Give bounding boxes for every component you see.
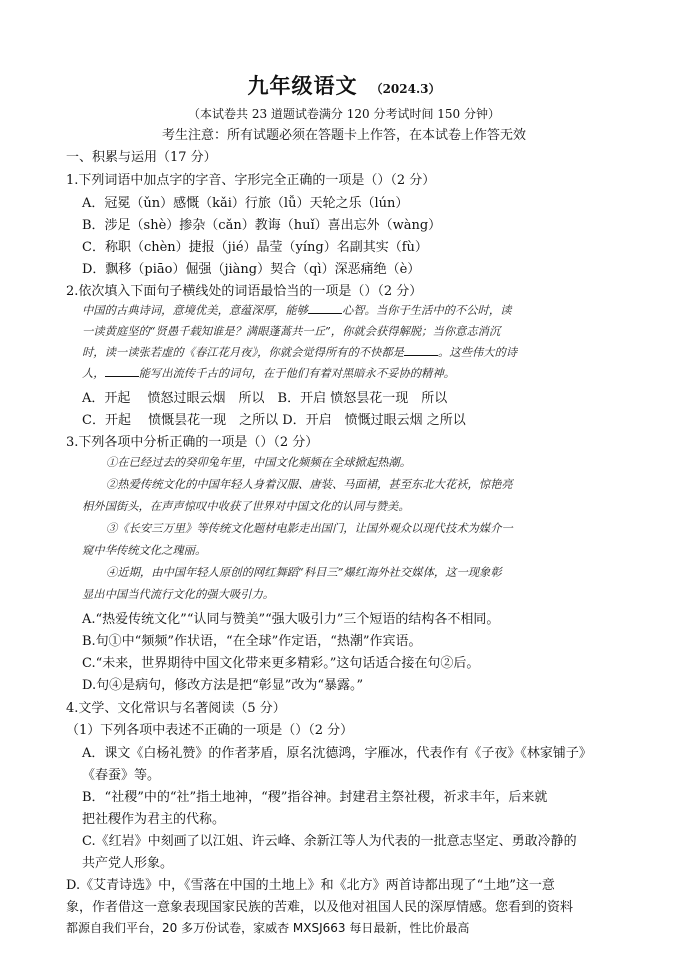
question-4-option-d: D.《艾青诗选》中，《雪落在中国的土地上》和《北方》两首诗都出现了“土地”这一意 — [66, 878, 555, 893]
question-3-sentence-2: ②热爱传统文化的中国年轻人身着汉服、唐装、马面裙，甚至东北大花袄，惊艳亮 — [106, 478, 513, 491]
question-3-stem: 3.下列各项中分析正确的一项是（）（2 分） — [66, 435, 319, 450]
question-4-option-b: B．“社稷”中的“社”指土地神，“稷”指谷神。封建君主祭社稷，祈求丰年，后来就 — [82, 790, 548, 805]
question-3-sentence-3: ③《长安三万里》等传统文化题材电影走出国门，让国外观众以现代技术为媒介一 — [106, 522, 513, 535]
fill-blank — [105, 365, 139, 377]
question-2-passage-line-4 — [82, 365, 455, 381]
page-title: 九年级语文 — [247, 74, 358, 98]
question-4-option-b-cont: 把社稷作为君主的代称。 — [82, 812, 226, 827]
question-4-stem: 4.文学、文化常识与名著阅读（5 分） — [66, 701, 286, 716]
question-3-sentence-4-cont: 显出中国当代流行文化的强大吸引力。 — [82, 588, 275, 601]
question-3-option-a: A.“热爱传统文化”“认同与赞美”“强大吸引力”三个短语的结构各不相同。 — [82, 612, 500, 627]
question-2-options-cd: C．开起 愤慨昙花一现 之所以 D．开启 愤慨过眼云烟 之所以 — [82, 413, 466, 428]
exam-subtitle: （本试卷共 23 道题试卷满分 120 分考试时间 150 分钟） — [188, 107, 500, 121]
passage-text: 时，读一读张若虚的《春江花月夜》，你就会觉得所有的不快都是 — [82, 346, 404, 359]
passage-text: 能写出流传千古的词句，在于他们有着对黑暗永不妥协的精神。 — [138, 367, 455, 380]
question-1-option-b: B．涉足（shè）掺杂（cǎn）教诲（huǐ）喜出忘外（wàng） — [82, 218, 442, 233]
question-2-passage-line-2: 一读黄庭坚的“贤愚千载知谁是？满眼蓬蒿共一丘”，你就会获得解脱；当你意志消沉 — [82, 325, 501, 338]
question-3-sentence-1: ①在已经过去的癸卯兔年里，中国文化频频在全球掀起热潮。 — [106, 456, 412, 469]
exam-date: （2024.3） — [370, 82, 441, 96]
question-2-options-ab: A．开起 愤怒过眼云烟 所以 B．开启 愤怒昙花一现 所以 — [82, 391, 448, 406]
section-heading: 一、积累与运用（17 分） — [66, 150, 217, 165]
title-row — [0, 70, 688, 100]
option-d-text: 象，作者借这一意象表现国家民族的苦难，以及他对祖国人民的深厚情感。 — [66, 900, 496, 915]
exam-notice: 考生注意：所有试题必须在答题卡上作答，在本试卷上作答无效 — [161, 128, 526, 143]
question-2-passage-line-3 — [82, 344, 517, 360]
fill-blank — [404, 344, 438, 356]
question-4-sub-1: （1）下列各项中表述不正确的一项是（）（2 分） — [66, 723, 354, 738]
passage-text: 心智。当你于生活中的不公时，读 — [341, 304, 512, 317]
question-4-option-c: C.《红岩》中刻画了以江姐、许云峰、余新江等人为代表的一批意志坚定、勇敢冷静的 — [82, 834, 577, 849]
question-1-option-a: A．冠冕（ǔn）感慨（kǎi）行旅（lǚ）天轮之乐（lún） — [82, 196, 409, 211]
fill-blank — [308, 302, 342, 314]
passage-text: 人， — [82, 367, 105, 380]
question-1-option-c: C．称职（chèn）捷报（jié）晶莹（yíng）名副其实（fù） — [82, 240, 428, 255]
question-4-option-c-cont: 共产党人形象。 — [82, 856, 174, 871]
question-3-sentence-4: ④近期，由中国年轻人原创的网红舞蹈“科目三”爆红海外社交媒体，这一现象彰 — [106, 566, 502, 579]
question-2-stem: 2.依次填入下面句子横线处的词语最恰当的一项是（）（2 分） — [66, 284, 423, 299]
question-3-option-d: D.句④是病句，修改方法是把“彰显”改为“暴露。” — [82, 678, 364, 693]
passage-text: 中国的古典诗词，意境优美，意蕴深厚，能够 — [82, 304, 308, 317]
footer-note: 都源自我们平台，20 多万份试卷，家威杏 MXSJ663 每日最新，性比价最高 — [66, 921, 470, 935]
question-2-passage-line-1 — [82, 302, 511, 318]
question-4-option-a: A．课文《白杨礼赞》的作者茅盾，原名沈德鸿，字雁冰，代表作有《子夜》《林家铺子》 — [82, 746, 592, 761]
question-3-option-b: B.句①中“频频”作状语，“在全球”作定语，“热潮”作宾语。 — [82, 634, 422, 649]
question-4-option-a-cont: 《春蚕》等。 — [82, 768, 161, 783]
question-3-option-c: C.“未来，世界期待中国文化带来更多精彩。”这句话适合接在句②后。 — [82, 656, 480, 671]
question-4-option-d-cont — [66, 896, 573, 915]
question-3-sentence-2-cont: 相外国街头，在声声惊叹中收获了世界对中国文化的认同与赞美。 — [82, 500, 410, 513]
question-1-option-d: D．飘移（piāo）倔强（jiàng）契合（qì）深恶痛绝（è） — [82, 262, 421, 277]
passage-text: 。这些伟大的诗 — [437, 346, 518, 359]
footer-tail: 您看到的资料 — [495, 900, 574, 915]
question-3-sentence-3-cont: 窥中华传统文化之瑰丽。 — [82, 544, 207, 557]
question-1-stem: 1.下列词语中加点字的字音、字形完全正确的一项是（）（2 分） — [66, 173, 436, 188]
